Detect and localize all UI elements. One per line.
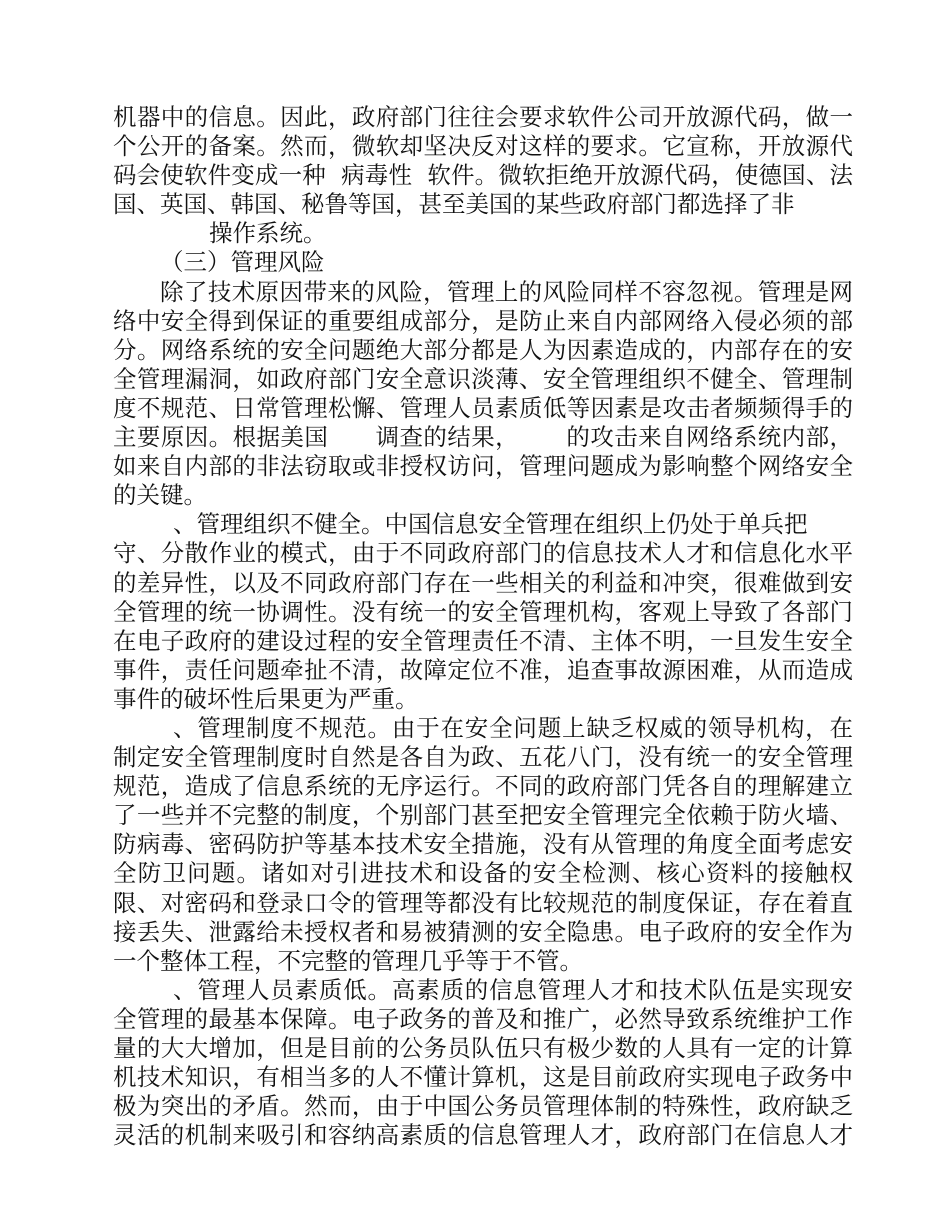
text-line: 事件，责任问题牵扯不清，故障定位不准，追查事故源困难，从而造成 <box>113 655 853 684</box>
text-line: （三）管理风险 <box>160 248 325 277</box>
text-line: 操作系统。 <box>209 219 327 248</box>
text-line: 制定安全管理制度时自然是各自为政、五花八门，没有统一的安全管理 <box>113 743 853 772</box>
text-line: 限、对密码和登录口令的管理等都没有比较规范的制度保证，存在着直 <box>113 888 853 917</box>
text-line: 络中安全得到保证的重要组成部分，是防止来自内部网络入侵必须的部 <box>113 306 853 335</box>
text-line: 个公开的备案。然而，微软却坚决反对这样的要求。它宣称，开放源代 <box>113 132 853 161</box>
text-line: 守、分散作业的模式，由于不同政府部门的信息技术人才和信息化水平 <box>113 539 853 568</box>
text-line: 全防卫问题。诸如对引进技术和设备的安全检测、核心资料的接触权 <box>113 859 853 888</box>
text-line: 全管理的最基本保障。电子政务的普及和推广，必然导致系统维护工作 <box>113 1004 853 1033</box>
text-line: 接丢失、泄露给未授权者和易被猜测的安全隐患。电子政府的安全作为 <box>113 917 853 946</box>
text-line: 的关键。 <box>113 481 207 510</box>
text-line: 码会使软件变成一种 病毒性 软件。微软拒绝开放源代码，使德国、法 <box>113 161 853 190</box>
text-line: 、管理制度不规范。由于在安全问题上缺乏权威的领导机构，在 <box>173 713 853 742</box>
text-line: 如来自内部的非法窃取或非授权访问，管理问题成为影响整个网络安全 <box>113 452 853 481</box>
text-line: 度不规范、日常管理松懈、管理人员素质低等因素是攻击者频频得手的 <box>113 393 853 422</box>
text-line: 事件的破坏性后果更为严重。 <box>113 684 419 713</box>
text-line: 量的大大增加，但是目前的公务员队伍只有极少数的人具有一定的计算 <box>113 1034 853 1062</box>
text-line: 除了技术原因带来的风险，管理上的风险同样不容忽视。管理是网 <box>160 277 853 306</box>
text-line: 在电子政府的建设过程的安全管理责任不清、主体不明，一旦发生安全 <box>113 626 853 655</box>
text-line: 全管理的统一协调性。没有统一的安全管理机构，客观上导致了各部门 <box>113 597 853 626</box>
text-line: 灵活的机制来吸引和容纳高素质的信息管理人才，政府部门在信息人才 <box>113 1121 853 1150</box>
text-line: 机技术知识，有相当多的人不懂计算机，这是目前政府实现电子政务中 <box>113 1063 853 1092</box>
text-line: 规范，造成了信息系统的无序运行。不同的政府部门凭各自的理解建立 <box>113 772 853 801</box>
text-line: 、管理人员素质低。高素质的信息管理人才和技术队伍是实现安 <box>173 975 853 1004</box>
text-line: 国、英国、韩国、秘鲁等国，甚至美国的某些政府部门都选择了非 <box>113 190 795 219</box>
text-line: 防病毒、密码防护等基本技术安全措施，没有从管理的角度全面考虑安 <box>113 830 853 859</box>
text-line: 主要原因。根据美国 调查的结果， 的攻击来自网络系统内部， <box>113 423 853 452</box>
text-line: 机器中的信息。因此，政府部门往往会要求软件公司开放源代码，做一 <box>113 103 853 131</box>
text-line: 的差异性，以及不同政府部门存在一些相关的利益和冲突，很难做到安 <box>113 568 853 597</box>
text-line: 全管理漏洞，如政府部门安全意识淡薄、安全管理组织不健全、管理制 <box>113 364 853 393</box>
text-line: 极为突出的矛盾。然而，由于中国公务员管理体制的特殊性，政府缺乏 <box>113 1092 853 1121</box>
document-page <box>113 103 853 1150</box>
text-line: 一个整体工程，不完整的管理几乎等于不管。 <box>113 946 583 975</box>
text-line: 分。网络系统的安全问题绝大部分都是人为因素造成的，内部存在的安 <box>113 335 853 364</box>
text-line: 、管理组织不健全。中国信息安全管理在组织上仍处于单兵把 <box>173 510 808 539</box>
text-line: 了一些并不完整的制度，个别部门甚至把安全管理完全依赖于防火墙、 <box>113 801 853 830</box>
